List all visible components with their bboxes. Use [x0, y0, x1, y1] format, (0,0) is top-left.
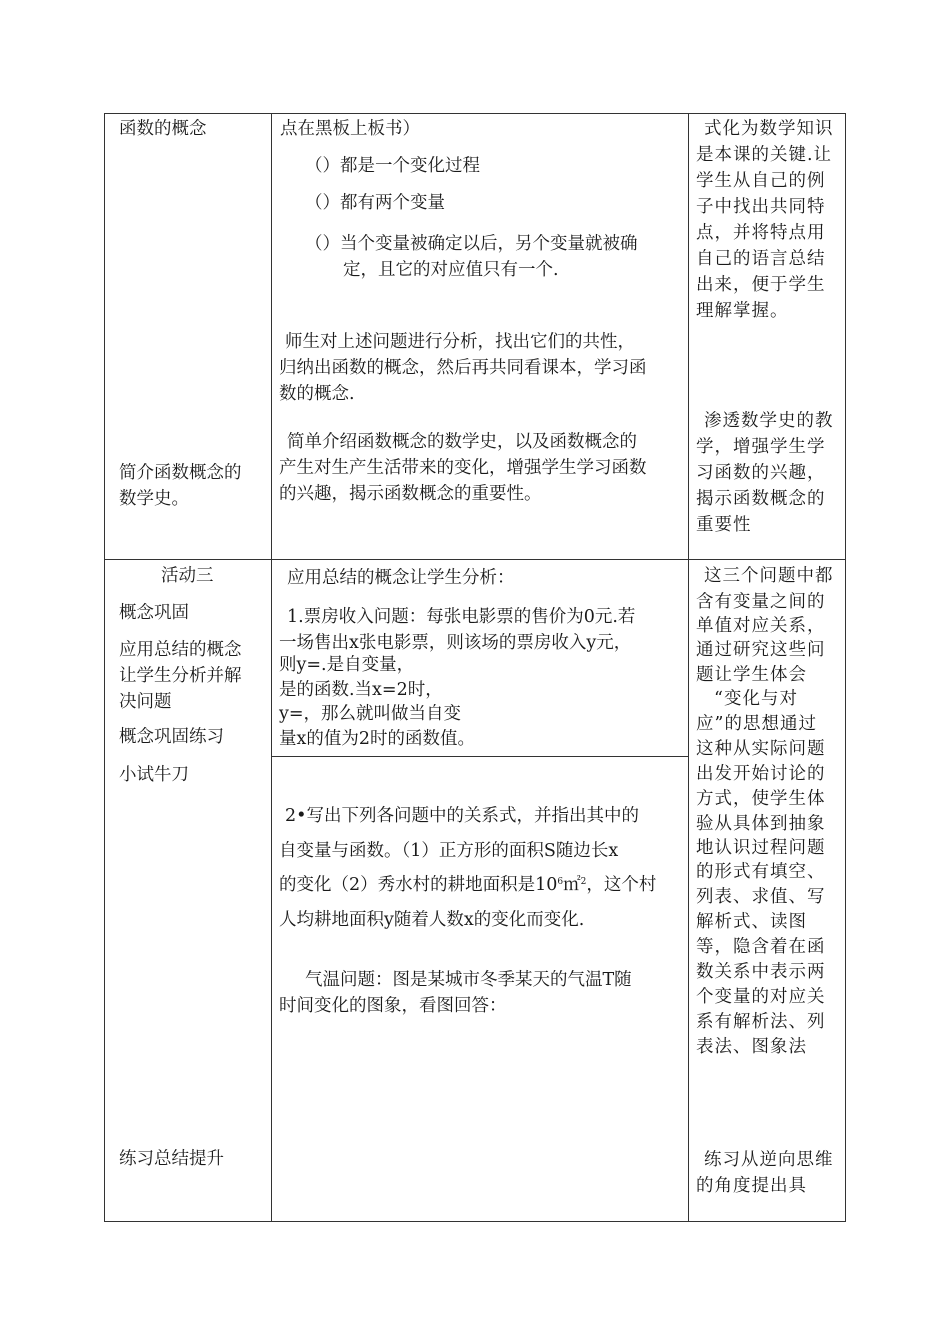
- note-line: 式化为数学知识: [704, 119, 834, 139]
- unit-text: ㎡: [563, 875, 581, 895]
- analysis-paragraph: 归纳出函数的概念，然后再共同看课本，学习函: [279, 358, 647, 378]
- consolidate-label: 概念巩固: [119, 603, 189, 623]
- note-line: 理解掌握。: [696, 301, 789, 321]
- table-border-left: [104, 113, 105, 1222]
- list-item: （）都是一个变化过程: [305, 156, 480, 176]
- question-1: y=，那么就叫做当自变: [279, 704, 462, 724]
- note-line: 个变量的对应关: [696, 987, 826, 1007]
- topic-label: 函数的概念: [119, 119, 207, 139]
- note-line: 练习从逆向思维: [704, 1150, 834, 1170]
- question-1: 则y=.是自变量，: [279, 655, 415, 675]
- note-line: 这种从实际问题: [696, 739, 826, 759]
- note-line: 学，增强学生学: [696, 437, 826, 457]
- note-line: 系有解析法、列: [696, 1012, 826, 1032]
- question-2: 自变量与函数。（1）正方形的面积S随边长x: [279, 841, 619, 861]
- exponent: 2: [580, 877, 587, 887]
- note-line: 地认识过程问题: [696, 838, 826, 858]
- note-line: 方式，使学生体: [696, 789, 826, 809]
- note-line: 揭示函数概念的: [696, 489, 826, 509]
- note-line: 表法、图象法: [696, 1037, 807, 1057]
- note-line: “变化与对: [714, 689, 798, 709]
- note-line: 题让学生体会: [696, 665, 807, 685]
- note-line: 应”的思想通过: [696, 714, 817, 734]
- note-line: 列表、求值、写: [696, 887, 826, 907]
- question-2-text: ，这个村: [586, 875, 657, 895]
- question-2: 2•写出下列各问题中的关系式，并指出其中的: [285, 806, 639, 826]
- activity-label: 活动三: [161, 566, 214, 586]
- question-1: 1.票房收入问题：每张电影票的售价为0元.若: [287, 607, 636, 627]
- intro-text: 应用总结的概念让学生分析：: [287, 568, 515, 588]
- list-item: （）都有两个变量: [305, 193, 445, 213]
- note-line: 含有变量之间的: [696, 592, 826, 612]
- history-label-line1: 简介函数概念的: [119, 463, 242, 483]
- table-border-top: [104, 113, 846, 114]
- question-2: [279, 872, 656, 898]
- note-line: 习函数的兴趣，: [696, 463, 826, 483]
- question-2: 人均耕地面积y随着人数x的变化而变化.: [279, 910, 585, 930]
- middle-cell-divider: [271, 756, 689, 757]
- column-divider-2: [688, 113, 689, 1222]
- note-line: 出来，便于学生: [696, 275, 826, 295]
- practice-label: 概念巩固练习: [119, 727, 224, 747]
- history-paragraph: 的兴趣，揭示函数概念的重要性。: [279, 484, 542, 504]
- history-label-line2: 数学史。: [119, 489, 189, 509]
- note-line: 通过研究这些问: [696, 640, 826, 660]
- note-line: 点，并将特点用: [696, 223, 826, 243]
- list-item: （）当个变量被确定以后，另个变量就被确: [305, 234, 638, 254]
- summary-label: 练习总结提升: [119, 1149, 224, 1169]
- question-1: 一场售出x张电影票，则该场的票房收入y元，: [279, 633, 632, 653]
- question-3: 时间变化的图象，看图回答：: [279, 996, 507, 1016]
- note-line: 数关系中表示两: [696, 962, 826, 982]
- column-divider-1: [271, 113, 272, 1222]
- note-line: 验从具体到抽象: [696, 814, 826, 834]
- note-line: 重要性: [696, 515, 752, 535]
- note-line: 的形式有填空、: [696, 862, 826, 882]
- row-divider: [104, 559, 846, 560]
- list-item-continued: 定，且它的对应值只有一个.: [343, 260, 559, 280]
- board-note: 点在黑板上板书）: [280, 119, 420, 139]
- note-line: 等，隐含着在函: [696, 937, 826, 957]
- apply-label: 应用总结的概念: [119, 640, 242, 660]
- note-line: 单值对应关系，: [696, 616, 826, 636]
- note-line: 学生从自己的例: [696, 171, 826, 191]
- analysis-paragraph: 数的概念.: [279, 384, 355, 404]
- history-paragraph: 简单介绍函数概念的数学史，以及函数概念的: [287, 432, 637, 452]
- question-1: 是的函数.当x=2时，: [279, 680, 443, 700]
- note-line: 是本课的关键.让: [696, 145, 833, 165]
- note-line: 渗透数学史的教: [704, 411, 834, 431]
- table-border-bottom: [104, 1221, 846, 1222]
- note-line: 出发开始讨论的: [696, 764, 826, 784]
- question-1: 量x的值为2时的函数值。: [279, 729, 476, 749]
- table-border-right: [845, 113, 846, 1222]
- exponent: 6: [557, 877, 564, 887]
- question-2-text: 的变化（2）秀水村的耕地面积是10: [279, 875, 558, 895]
- try-label: 小试牛刀: [119, 765, 189, 785]
- note-line: 子中找出共同特: [696, 197, 826, 217]
- note-line: 自己的语言总结: [696, 249, 826, 269]
- apply-label: 决问题: [119, 692, 172, 712]
- note-line: 解析式、读图: [696, 912, 807, 932]
- analysis-paragraph: 师生对上述问题进行分析，找出它们的共性，: [285, 332, 635, 352]
- question-3: 气温问题：图是某城市冬季某天的气温T随: [305, 970, 632, 990]
- apply-label: 让学生分析并解: [119, 666, 242, 686]
- history-paragraph: 产生对生产生活带来的变化，增强学生学习函数: [279, 458, 647, 478]
- note-line: 这三个问题中都: [704, 566, 834, 586]
- note-line: 的角度提出具: [696, 1176, 807, 1196]
